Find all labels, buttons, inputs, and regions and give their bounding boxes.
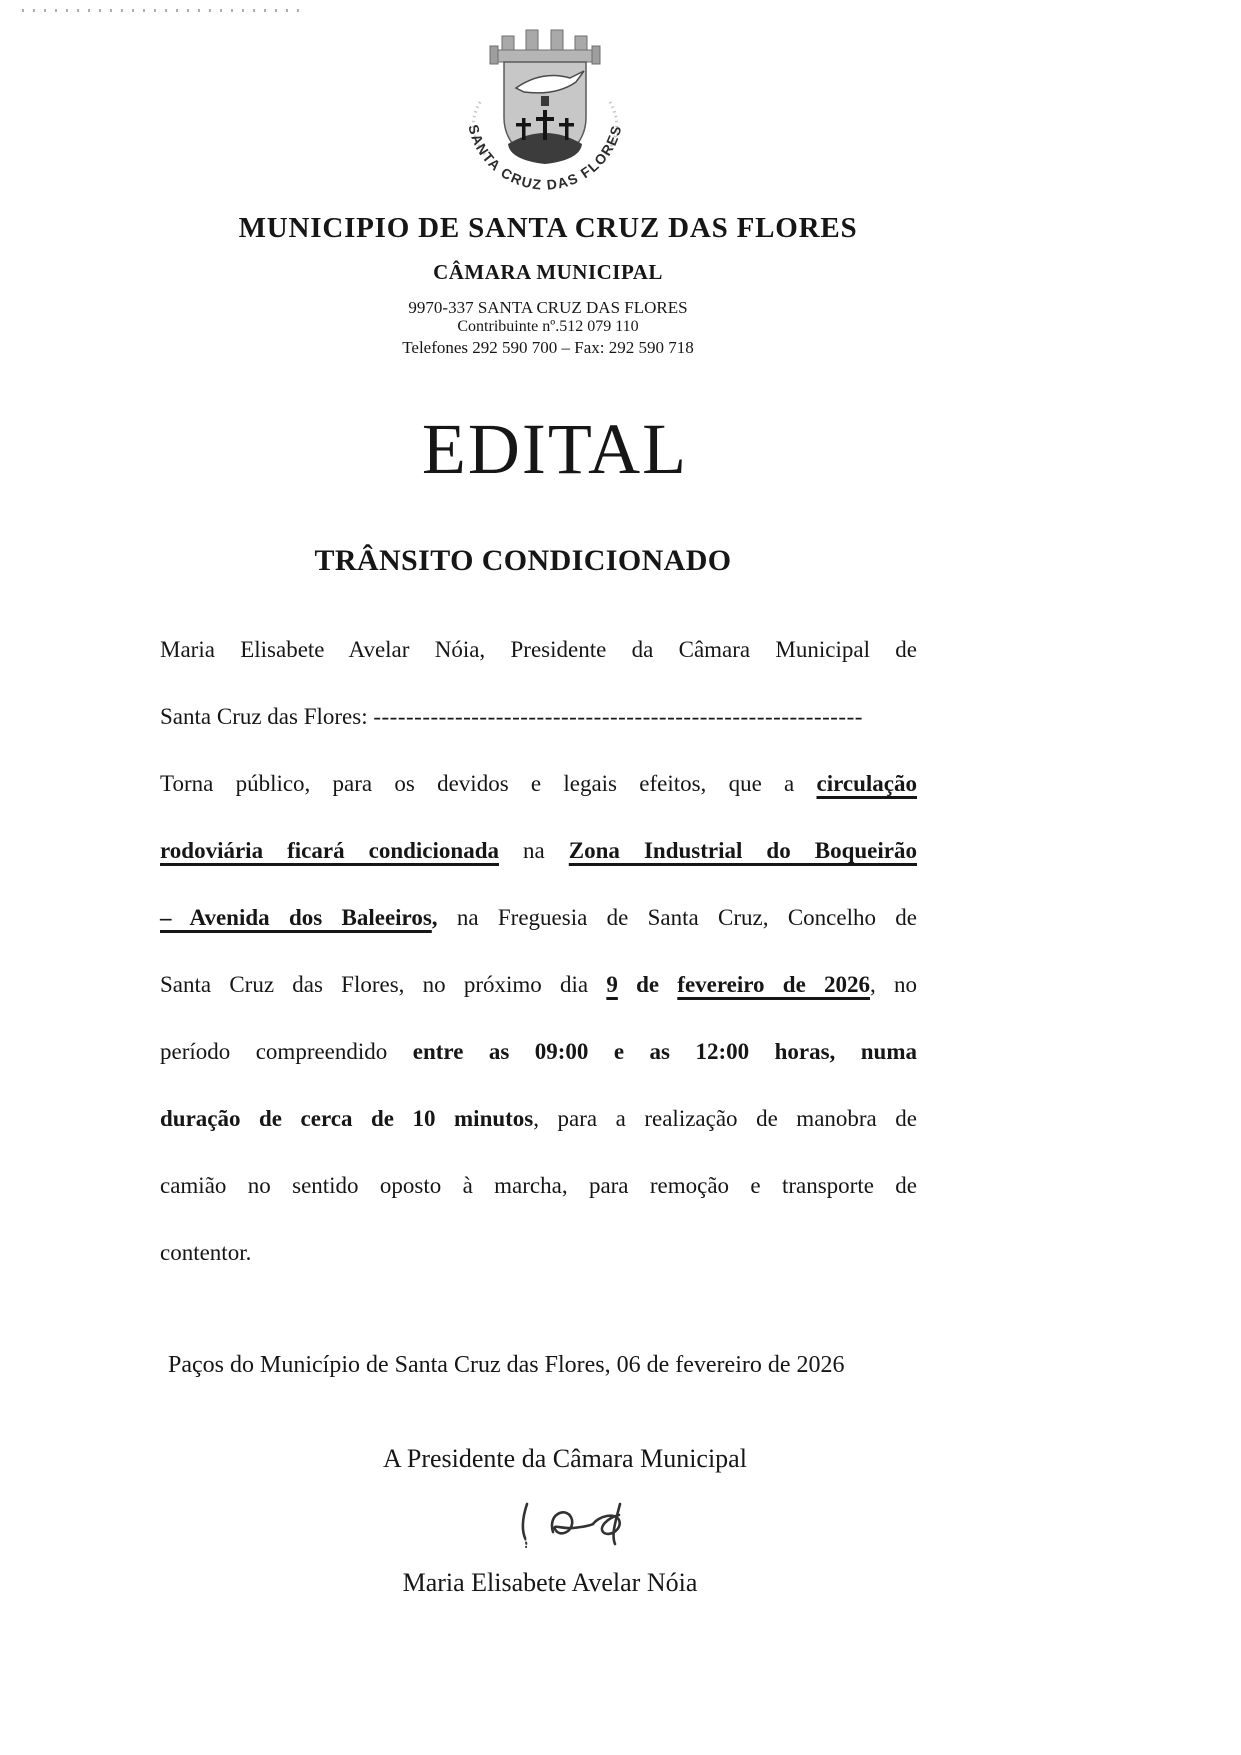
body-text-segment: Torna público, para os devidos e legais efeitos, que a [160, 771, 817, 796]
body-line [160, 1152, 917, 1219]
body-line [160, 683, 917, 750]
emphasis-text: Zona Industrial do Boqueirão [568, 838, 917, 863]
body-text-segment: contentor. [160, 1240, 252, 1265]
crown-icon [490, 30, 600, 64]
body-line [160, 1018, 917, 1085]
body-text-segment: camião no sentido oposto à marcha, para remoção e transporte de [160, 1173, 917, 1198]
body-line [160, 884, 917, 951]
document-title-wrap [160, 408, 950, 491]
signer-name: Maria Elisabete Avelar Nóia [402, 1568, 698, 1597]
signature-icon [503, 1496, 653, 1566]
document-title: EDITAL [421, 409, 689, 489]
body-line [160, 951, 917, 1018]
body-line [160, 1219, 917, 1286]
coat-of-arms-arc-text: SANTA CRUZ DAS FLORES [465, 122, 625, 193]
body-text-segment: , [431, 905, 438, 930]
postal-address: 9970-337 SANTA CRUZ DAS FLORES [408, 298, 688, 317]
department-name: CÂMARA MUNICIPAL [433, 260, 663, 284]
document-subtitle-wrap [160, 544, 886, 578]
emphasis-text: entre as 09:00 e as 12:00 horas, numa [412, 1039, 917, 1064]
signature [160, 1496, 996, 1571]
emphasis-text: fevereiro de 2026 [677, 972, 871, 997]
municipality-name: MUNICIPIO DE SANTA CRUZ DAS FLORES [238, 212, 858, 244]
body-line [160, 817, 917, 884]
emphasis-text: duração de cerca de 10 minutos [160, 1106, 534, 1131]
phone-fax: Telefones 292 590 700 – Fax: 292 590 718 [402, 338, 694, 357]
body-text-segment: de [617, 972, 678, 997]
signer-title: A Presidente da Câmara Municipal [383, 1444, 747, 1473]
filler-dashes: ------------------------------------------------------------ [373, 704, 863, 729]
body-text-segment: Santa Cruz das Flores, no próximo dia [160, 972, 607, 997]
emphasis-text: circulação [816, 771, 917, 796]
body-text-segment: na Freguesia de Santa Cruz, Concelho de [437, 905, 918, 930]
body-text-segment: na [498, 838, 569, 863]
coat-of-arms-graphic [452, 24, 638, 200]
small-emblem-icon [541, 96, 549, 106]
body-text-segment: , para a realização de manobra de [533, 1106, 917, 1131]
emphasis-text: – Avenida dos Baleeiros [160, 905, 432, 930]
tax-id: Contribuinte nº.512 079 110 [457, 318, 639, 335]
body-line [160, 616, 917, 683]
coat-of-arms [452, 24, 638, 200]
body-text-segment: Santa Cruz das Flores: [160, 704, 374, 729]
place-and-date-line: Paços do Município de Santa Cruz das Flores, 06 de fevereiro de 2026 [168, 1352, 845, 1378]
shield-icon [504, 62, 586, 164]
scan-noise-artifacts [22, 9, 302, 12]
emphasis-text: rodoviária ficará condicionada [160, 838, 499, 863]
body-line [160, 750, 917, 817]
body-text [160, 616, 917, 1286]
body-text-segment: período compreendido [160, 1039, 413, 1064]
document-subtitle: TRÂNSITO CONDICIONADO [314, 544, 732, 577]
emphasis-text: 9 [606, 972, 618, 997]
body-text-segment: Maria Elisabete Avelar Nóia, Presidente da Câmara Municipal de [160, 637, 917, 662]
body-line [160, 1085, 917, 1152]
body-text-segment: , no [870, 972, 917, 997]
